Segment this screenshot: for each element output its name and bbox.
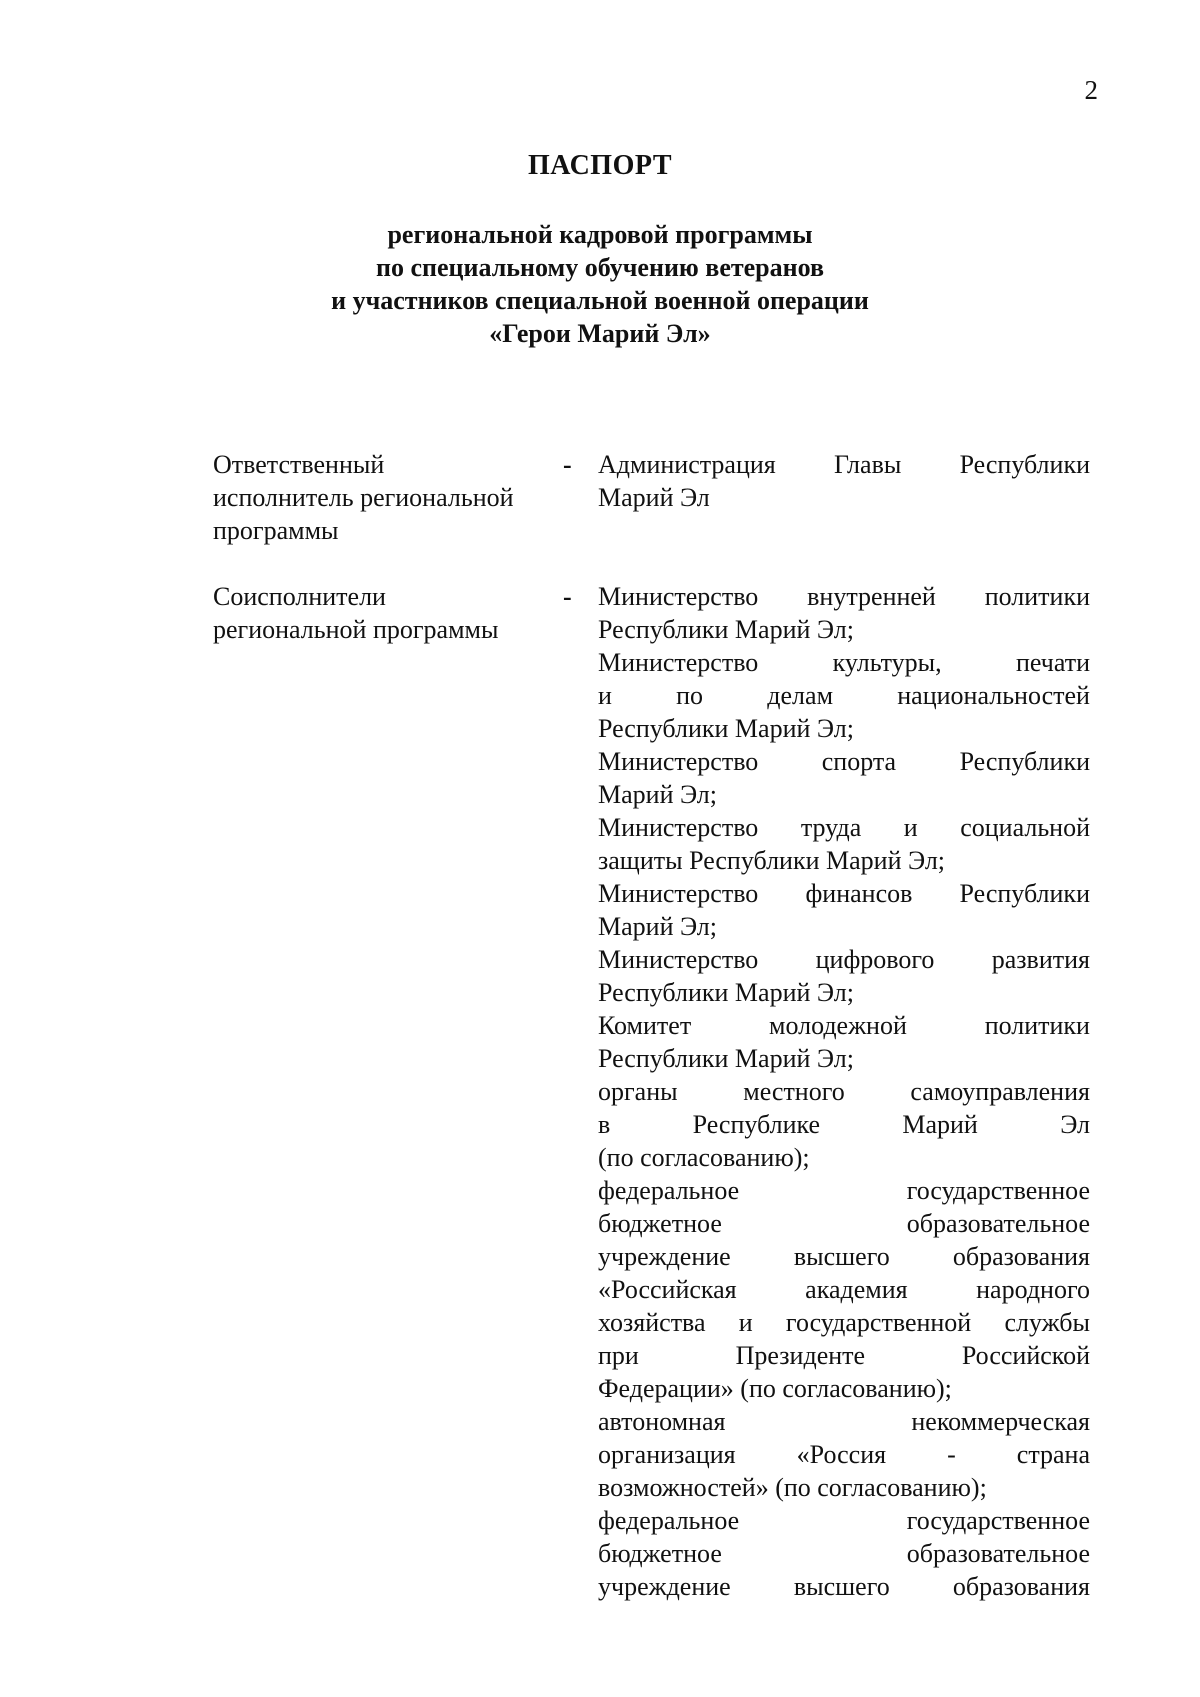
value-word: Президенте: [735, 1341, 866, 1370]
value-word: «Россия: [796, 1440, 887, 1469]
value-word: учреждение: [598, 1242, 731, 1271]
value-line: [598, 745, 1090, 778]
value-word: цифрового: [815, 945, 935, 974]
value-line: [598, 1306, 1090, 1339]
value-word: Министерство: [598, 945, 759, 974]
value-word: организация: [598, 1440, 736, 1469]
value-word: Республике: [692, 1110, 821, 1139]
row-label: [213, 580, 553, 646]
value-line: [598, 1141, 1090, 1174]
value-line: [598, 481, 1090, 514]
value-word: развития: [991, 945, 1090, 974]
value-word: Марий: [902, 1110, 978, 1139]
value-line: [598, 580, 1090, 613]
label-line: программы: [213, 516, 339, 545]
value-line: [598, 976, 1090, 1009]
value-word: политики: [984, 1011, 1090, 1040]
value-line: [598, 778, 1090, 811]
label-line: Соисполнители: [213, 582, 386, 611]
value-word: Министерство: [598, 747, 759, 776]
value-word: спорта: [821, 747, 897, 776]
subtitle-line: региональной кадровой программы: [387, 220, 813, 249]
subtitle-line: и участников специальной военной операции: [331, 286, 869, 315]
value-line: [598, 1504, 1090, 1537]
label-line: Ответственный: [213, 450, 385, 479]
value-word: труда: [800, 813, 862, 842]
value-word: возможностей» (по согласованию);: [598, 1473, 987, 1502]
value-word: финансов: [805, 879, 913, 908]
value-word: политики: [984, 582, 1090, 611]
row-dash: -: [563, 582, 572, 611]
value-word: защиты Республики Марий Эл;: [598, 846, 946, 875]
value-word: академия: [805, 1275, 908, 1304]
value-word: автономная: [598, 1407, 726, 1436]
value-word: высшего: [793, 1242, 890, 1271]
row-dash: -: [563, 450, 572, 479]
value-word: службы: [1004, 1308, 1090, 1337]
value-word: образования: [952, 1242, 1090, 1271]
value-word: Республики Марий Эл;: [598, 615, 854, 644]
value-word: Администрация: [598, 450, 776, 479]
value-line: [598, 811, 1090, 844]
value-word: федеральное: [598, 1506, 740, 1535]
value-word: и: [903, 813, 918, 842]
value-word: Эл: [1060, 1110, 1090, 1139]
value-word: Министерство: [598, 648, 759, 677]
value-word: Комитет: [598, 1011, 692, 1040]
subtitle-line: «Герои Марий Эл»: [489, 319, 711, 348]
value-word: молодежной: [768, 1011, 907, 1040]
value-word: Марий Эл;: [598, 780, 718, 809]
value-word: социальной: [960, 813, 1090, 842]
value-word: Федерации» (по согласованию);: [598, 1374, 952, 1403]
value-line: [598, 1075, 1090, 1108]
value-line: [598, 1537, 1090, 1570]
value-line: [598, 1372, 1090, 1405]
row-value: [598, 580, 1090, 1603]
value-word: образования: [952, 1572, 1090, 1601]
page-number: 2: [1084, 75, 1098, 105]
value-word: Республики Марий Эл;: [598, 1044, 854, 1073]
value-word: и: [738, 1308, 753, 1337]
value-word: высшего: [793, 1572, 890, 1601]
value-word: Министерство: [598, 582, 759, 611]
value-word: по: [676, 681, 704, 710]
value-word: Республики: [959, 450, 1090, 479]
value-line: [598, 910, 1090, 943]
value-line: [598, 1273, 1090, 1306]
value-word: Марий Эл: [598, 483, 710, 512]
value-word: Республики: [959, 879, 1090, 908]
subtitle-line: по специальному обучению ветеранов: [375, 253, 825, 282]
value-word: (по согласованию);: [598, 1143, 810, 1172]
value-word: учреждение: [598, 1572, 731, 1601]
value-line: [598, 877, 1090, 910]
value-word: Министерство: [598, 879, 759, 908]
value-line: [598, 1174, 1090, 1207]
value-line: [598, 1339, 1090, 1372]
document-title: ПАСПОРТ: [527, 150, 672, 181]
value-word: Министерство: [598, 813, 759, 842]
value-line: [598, 1042, 1090, 1075]
value-line: [598, 1207, 1090, 1240]
value-word: печати: [1015, 648, 1090, 677]
value-word: органы: [598, 1077, 678, 1106]
row-label: [213, 448, 553, 547]
value-word: местного: [743, 1077, 845, 1106]
value-word: Республики Марий Эл;: [598, 978, 854, 1007]
value-word: Марий Эл;: [598, 912, 718, 941]
value-line: [598, 1471, 1090, 1504]
value-line: [598, 679, 1090, 712]
value-word: некоммерческая: [911, 1407, 1090, 1436]
value-word: и: [598, 681, 612, 710]
value-word: страна: [1016, 1440, 1090, 1469]
value-word: бюджетное: [598, 1539, 722, 1568]
value-word: государственное: [906, 1506, 1090, 1535]
value-word: -: [947, 1440, 956, 1469]
value-line: [598, 844, 1090, 877]
value-line: [598, 613, 1090, 646]
label-line: исполнитель региональной: [213, 483, 514, 512]
value-line: [598, 1570, 1090, 1603]
value-line: [598, 1438, 1090, 1471]
value-word: Российской: [961, 1341, 1090, 1370]
value-line: [598, 448, 1090, 481]
value-word: Главы: [833, 450, 902, 479]
value-word: в: [598, 1110, 611, 1139]
value-line: [598, 943, 1090, 976]
value-word: народного: [976, 1275, 1090, 1304]
value-word: национальностей: [897, 681, 1090, 710]
row-value: [598, 448, 1090, 514]
value-line: [598, 1405, 1090, 1438]
value-line: [598, 712, 1090, 745]
value-word: федеральное: [598, 1176, 740, 1205]
value-word: образовательное: [906, 1539, 1090, 1568]
value-word: Республики Марий Эл;: [598, 714, 854, 743]
value-word: образовательное: [906, 1209, 1090, 1238]
value-word: хозяйства: [598, 1308, 706, 1337]
value-word: культуры,: [832, 648, 942, 677]
value-word: делам: [767, 681, 834, 710]
value-word: внутренней: [807, 582, 936, 611]
value-word: государственное: [906, 1176, 1090, 1205]
value-line: [598, 1108, 1090, 1141]
value-word: Республики: [959, 747, 1090, 776]
value-word: самоуправления: [910, 1077, 1090, 1106]
value-line: [598, 646, 1090, 679]
document-subtitle: [0, 218, 1200, 350]
value-line: [598, 1240, 1090, 1273]
value-word: при: [598, 1341, 639, 1370]
value-word: «Российская: [598, 1275, 737, 1304]
value-line: [598, 1009, 1090, 1042]
value-word: бюджетное: [598, 1209, 722, 1238]
value-word: государственной: [785, 1308, 972, 1337]
label-line: региональной программы: [213, 615, 499, 644]
